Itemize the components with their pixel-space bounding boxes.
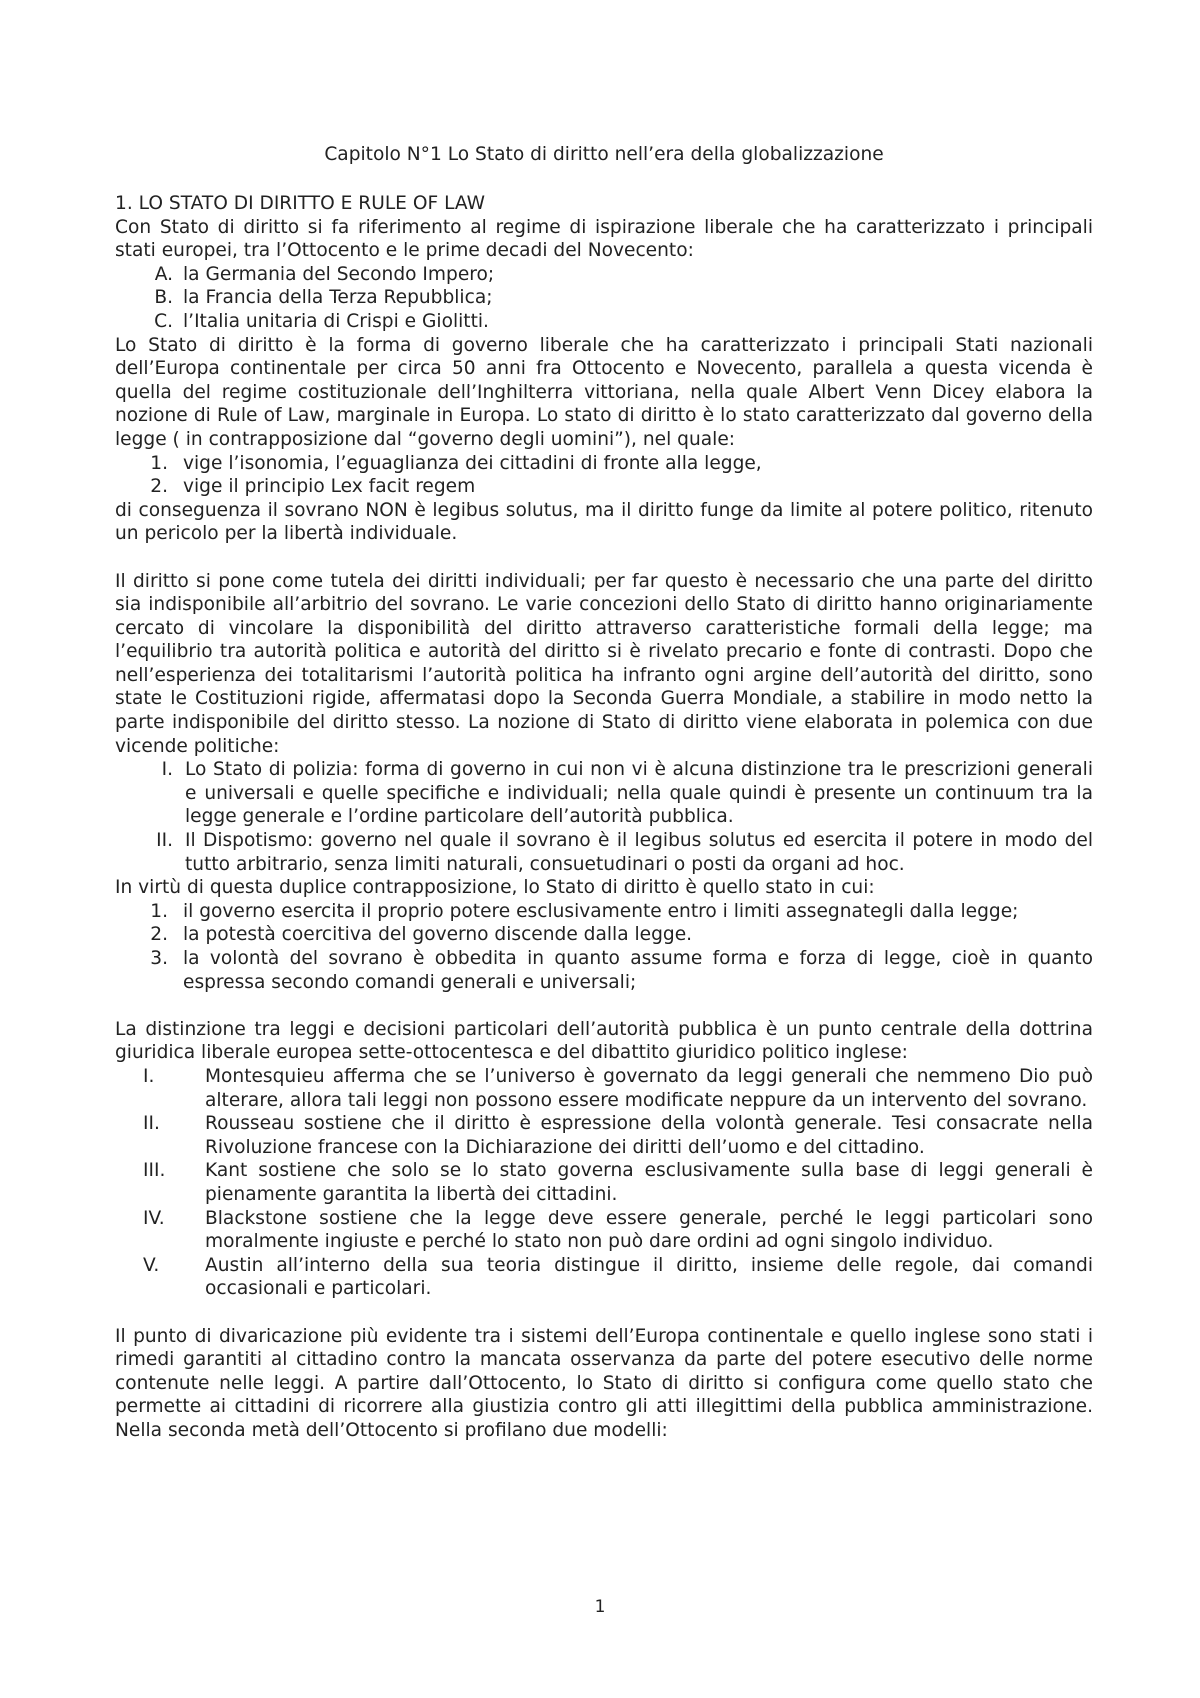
list-abc — [115, 263, 1093, 334]
list-item: V. Austin all’interno della sua teoria distingue il diritto, insieme delle regole, dai comandi occasionali e particolari. — [143, 1254, 1093, 1300]
list-item: A. la Germania del Secondo Impero; — [154, 263, 495, 285]
list-numbered-1 — [115, 452, 1093, 499]
list-item: I. Lo Stato di polizia: forma di governo in cui non vi è alcuna distinzione tra le prescrizioni generali e universali e quelle specifiche e individuali; nella quale quindi è presente un continuum tra la legge generale e l’ordine particolare dell’autorità pubblica. — [161, 759, 1093, 828]
page-number: 1 — [594, 1597, 606, 1617]
list-item: III. Kant sostiene che solo se lo stato governa esclusivamente sulla base di leggi generali è pienamente garantita la libertà dei cittadini. — [143, 1160, 1093, 1205]
list-item: IV. Blackstone sostiene che la legge deve essere generale, perché le leggi particolari sono moralmente ingiuste e perché lo stato non può dare ordini ad ogni singolo individuo. — [143, 1207, 1093, 1253]
paragraph-2: Lo Stato di diritto è la forma di governo liberale che ha caratterizzato i principali Stati nazionali dell’Europa continentale per circa 50 anni fra Ottocento e Novecento, parallela a questa vicenda è quella del regime costituzionale dell’Inghilterra vittoriana, nella quale Albert Venn Dicey elabora la nozione di Rule of Law, marginale in Europa. Lo stato di diritto è lo stato caratterizzato dal governo della legge ( in contrapposizione dal “governo degli uomini”), nel quale: — [115, 334, 1093, 450]
list-item: C. l’Italia unitaria di Crispi e Giolitti. — [154, 310, 489, 332]
section-heading: 1. LO STATO DI DIRITTO E RULE OF LAW — [115, 193, 485, 214]
list-roman-2 — [115, 1065, 1093, 1301]
paragraph-3: di conseguenza il sovrano NON è legibus solutus, ma il diritto funge da limite al potere politico, ritenuto un pericolo per la libertà individuale. — [115, 499, 1093, 545]
paragraph-7: Il punto di divaricazione più evidente tra i sistemi dell’Europa continentale e quello inglese sono stati i rimedi garantiti al cittadino contro la mancata osservanza da parte del potere esecutivo delle norme contenute nelle leggi. A partire dall’Ottocento, lo Stato di diritto si configura come quello stato che permette ai cittadini di ricorrere alla giustizia contro gli atti illegittimi della pubblica amministrazione. Nella seconda metà dell’Ottocento si profilano due modelli: — [115, 1325, 1093, 1441]
document-title: Capitolo N°1 Lo Stato di diritto nell’era della globalizzazione — [324, 144, 884, 165]
paragraph-6: La distinzione tra leggi e decisioni particolari dell’autorità pubblica è un punto centrale della dottrina giuridica liberale europea sette-ottocentesca e del dibattito giuridico politico inglese: — [115, 1018, 1093, 1064]
list-item: 2. la potestà coercitiva del governo discende dalla legge. — [150, 924, 693, 946]
paragraph-1: Con Stato di diritto si fa riferimento al regime di ispirazione liberale che ha caratterizzato i principali stati europei, tra l’Ottocento e le prime decadi del Novecento: — [115, 216, 1093, 262]
list-item: 1. vige l’isonomia, l’eguaglianza dei cittadini di fronte alla legge, — [150, 452, 762, 474]
list-item: I. Montesquieu afferma che se l’universo è governato da leggi generali che nemmeno Dio può alterare, allora tali leggi non possono essere modificate neppure da un intervento del sovrano. — [143, 1065, 1093, 1111]
list-item: II. Il Dispotismo: governo nel quale il sovrano è il legibus solutus ed esercita il potere in modo del tutto arbitrario, senza limiti naturali, consuetudinari o posti da organi ad hoc. — [156, 830, 1093, 875]
list-numbered-2 — [115, 900, 1093, 994]
paragraph-4: Il diritto si pone come tutela dei diritti individuali; per far questo è necessario che una parte del diritto sia indisponibile all’arbitrio del sovrano. Le varie concezioni dello Stato di diritto hanno originariamente cercato di vincolare la disponibilità del diritto attraverso caratteristiche formali della legge; ma l’equilibrio tra autorità politica e autorità del diritto si è rivelato precario e fonte di contrasti. Dopo che nell’esperienza dei totalitarismi l’autorità politica ha infranto ogni argine dell’autorità del diritto, sono state le Costituzioni rigide, affermatasi dopo la Seconda Guerra Mondiale, a stabilire in modo netto la parte indisponibile del diritto stesso. La nozione di Stato di diritto viene elaborata in polemica con due vicende politiche: — [115, 570, 1093, 757]
list-item: 2. vige il principio Lex facit regem — [150, 476, 476, 498]
list-item: 3. la volontà del sovrano è obbedita in quanto assume forma e forza di legge, cioè in quanto espressa secondo comandi generali e universali; — [150, 948, 1093, 993]
list-item: 1. il governo esercita il proprio potere esclusivamente entro i limiti assegnategli dalla legge; — [150, 900, 1019, 922]
paragraph-5: In virtù di questa duplice contrapposizione, lo Stato di diritto è quello stato in cui: — [115, 877, 875, 899]
list-item: II. Rousseau sostiene che il diritto è espressione della volontà generale. Tesi consacrate nella Rivoluzione francese con la Dichiarazione dei diritti dell’uomo e del cittadino. — [143, 1113, 1093, 1158]
document-body — [115, 192, 1093, 1442]
list-roman-1 — [115, 758, 1093, 876]
list-item: B. la Francia della Terza Repubblica; — [154, 287, 493, 309]
